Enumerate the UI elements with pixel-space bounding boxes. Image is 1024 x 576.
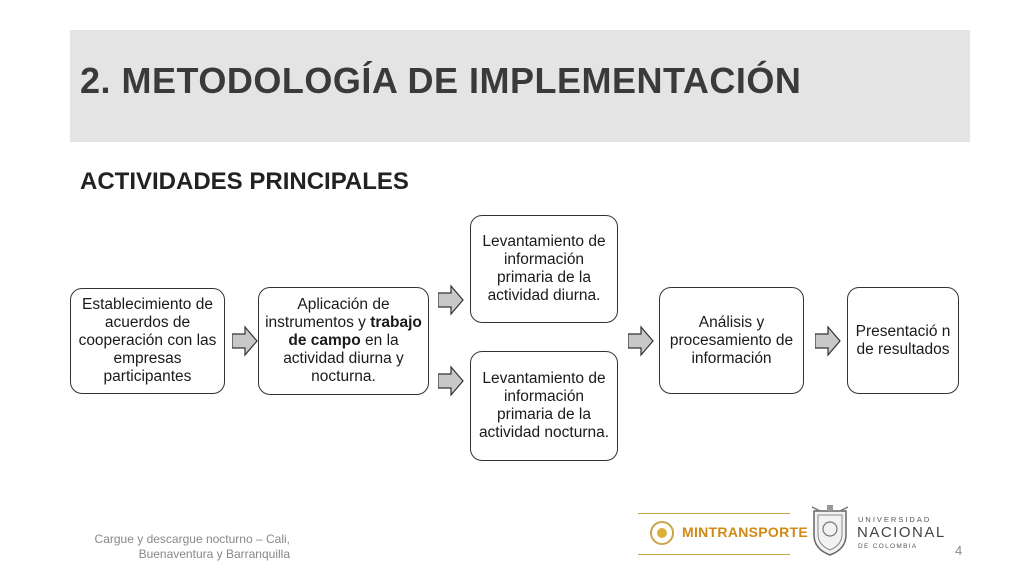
arrow-right-icon xyxy=(815,325,841,357)
step-results-box xyxy=(847,287,959,394)
page-number: 4 xyxy=(955,543,963,558)
university-label-top: UNIVERSIDAD xyxy=(858,515,932,524)
footer-caption xyxy=(80,532,290,562)
step-fieldwork-text-a: Aplicación de instrumentos y xyxy=(265,296,390,331)
arrow-right-icon xyxy=(232,325,258,357)
step-analysis-text: Análisis y procesamiento de información xyxy=(669,313,794,367)
step-fieldwork-text-bold: trabajo de campo xyxy=(288,314,422,349)
arrow-right-icon xyxy=(438,365,464,397)
step-agreements-box xyxy=(70,288,225,394)
step-night-survey-text: Levantamiento de información primaria de la actividad nocturna. xyxy=(478,370,610,441)
logo-bottom-rule xyxy=(638,554,790,555)
slide-title: 2. METODOLOGÍA DE IMPLEMENTACIÓN xyxy=(80,60,802,101)
university-label-bottom: DE COLOMBIA xyxy=(858,543,918,550)
coat-of-arms-icon xyxy=(650,521,674,545)
step-day-survey-text: Levantamiento de información primaria de la actividad diurna. xyxy=(482,233,606,304)
step-night-survey-box xyxy=(470,351,618,461)
logo-top-rule xyxy=(638,513,790,514)
step-analysis-box xyxy=(659,287,804,394)
section-subtitle: ACTIVIDADES PRINCIPALES xyxy=(80,168,409,195)
universidad-nacional-logo xyxy=(808,503,946,559)
title-bar xyxy=(70,30,970,142)
step-fieldwork-text xyxy=(265,296,422,386)
step-results-text: Presentació n de resultados xyxy=(855,322,951,358)
university-crest-icon xyxy=(808,503,852,557)
step-fieldwork-box xyxy=(258,287,429,395)
mintransporte-logo xyxy=(638,512,809,556)
step-agreements-text: Establecimiento de acuerdos de cooperación con las empresas participantes xyxy=(78,296,217,385)
footer-line-1: Cargue y descargue nocturno – Cali, xyxy=(94,532,290,546)
mintransporte-wordmark: MINTRANSPORTE xyxy=(682,524,809,540)
step-fieldwork-text-b: en la actividad diurna y nocturna. xyxy=(283,332,404,385)
arrow-right-icon xyxy=(438,284,464,316)
university-label-main: NACIONAL xyxy=(857,524,946,541)
footer-line-2: Buenaventura y Barranquilla xyxy=(138,547,290,561)
arrow-right-icon xyxy=(628,325,654,357)
step-day-survey-box xyxy=(470,215,618,323)
